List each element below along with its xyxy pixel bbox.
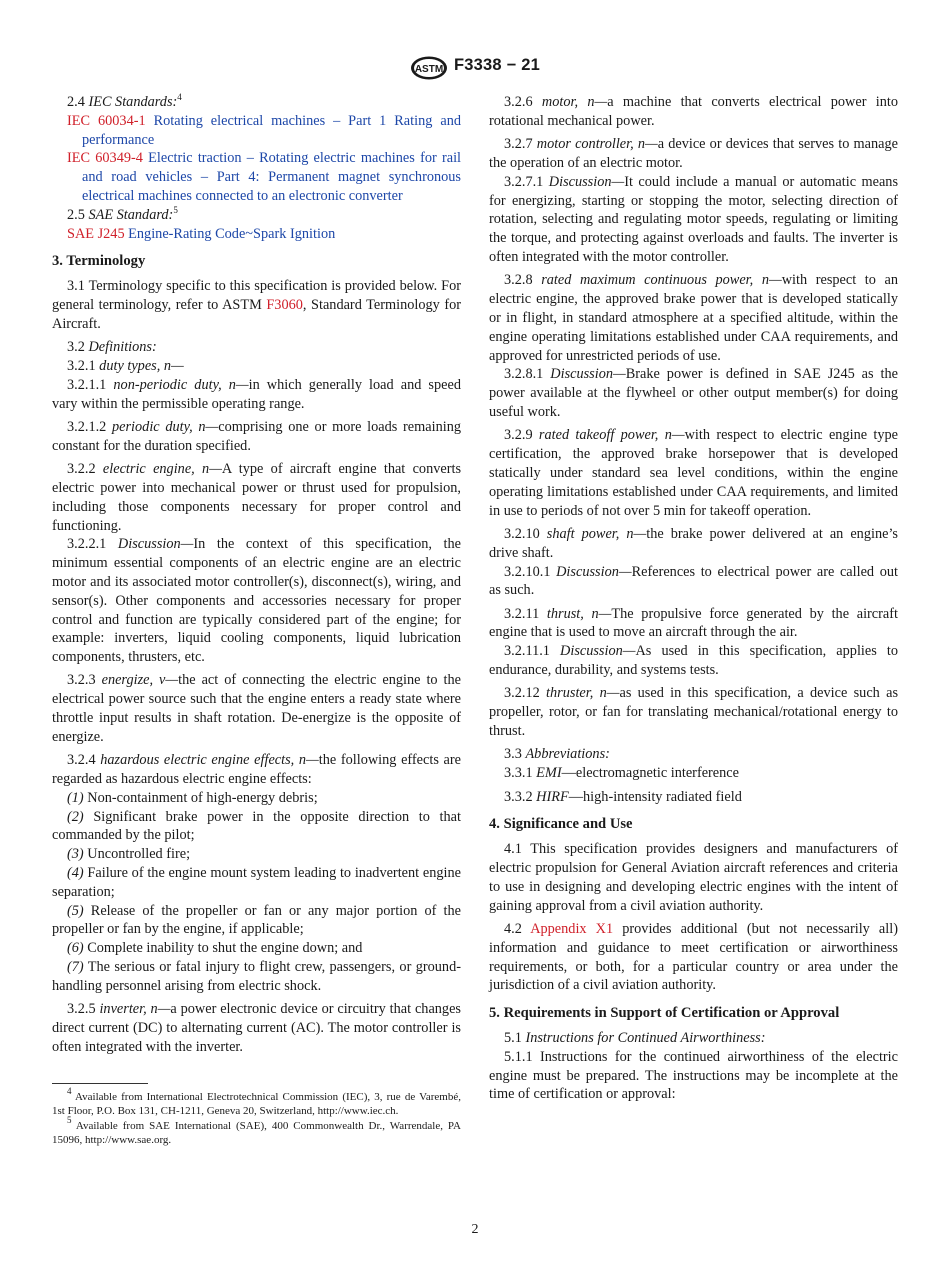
list-item: (2) Significant brake power in the opposite direction to that commanded by the pilot; [52, 808, 462, 844]
paragraph-3-2-1: 3.2.1 duty types, n— [67, 357, 184, 374]
paragraph-4-1: 4.1 This specification provides designers and manufacturers of electric propulsion for General Aviation aircraft references and criteria to use in designing and developing electric engines with the intent of gaining approval from a civil aviation authority. [489, 841, 898, 914]
footnote-divider [52, 1083, 148, 1084]
standard-designation: F3338 − 21 [454, 56, 540, 74]
paragraph-3-2-11: 3.2.11 thrust, n—The propulsive force generated by the aircraft engine that is used to move an aircraft through the air. [489, 605, 898, 641]
paragraph-5-1-1: 5.1.1 Instructions for the continued airworthiness of the electric engine must be prepared. The instructions may be incomplete at the time of certification or approval: [489, 1048, 898, 1103]
section-heading-significance: 4. Significance and Use [489, 816, 633, 833]
reference-code[interactable]: IEC 60034-1 [67, 112, 146, 129]
paragraph-3-2-3: 3.2.3 energize, v—the act of connecting the electric engine to the electrical power source such that the engine enters a ready state where throttle input results in shaft rotation. De-energize is the opposite of energize. [52, 672, 462, 745]
paragraph-3-3-1: 3.3.1 EMI—electromagnetic interference [504, 765, 739, 782]
list-item: (5) Release of the propeller or fan or any major portion of the propeller or fan by the engine, if applicable; [52, 902, 461, 938]
paragraph-3-2-7: 3.2.7 motor controller, n—a device or devices that serves to manage the operation of an electric motor. [489, 136, 898, 171]
left-column [52, 93, 461, 1148]
paragraph-3-2-8-1: 3.2.8.1 Discussion—Brake power is defined in SAE J245 as the power available at the flywheel or other output member(s) for doing useful work. [489, 366, 898, 420]
list-item: (1) Non-containment of high-energy debris; [67, 789, 318, 806]
paragraph-3-2-1-2: 3.2.1.2 periodic duty, n—comprising one or more loads remaining constant for the duration specified. [52, 418, 461, 454]
reference-code[interactable]: SAE J245 [67, 225, 125, 242]
reference-title[interactable]: Rotating electrical machines – Part 1 Rating and performance [82, 112, 461, 148]
paragraph-3-2-1-1: 3.2.1.1 non-periodic duty, n—in which generally load and speed vary within the permissible operating range. [52, 376, 461, 412]
paragraph-5-1: 5.1 Instructions for Continued Airworthiness: [504, 1030, 766, 1046]
list-item: (3) Uncontrolled fire; [67, 846, 191, 863]
paragraph-3-2-10-1: 3.2.10.1 Discussion—References to electrical power are called out as such. [489, 563, 898, 599]
reference-title[interactable]: Electric traction – Rotating electric machines for rail and road vehicles – Part 4: Permanent magnet synchronous electrical machines connected to an electronic converter [82, 150, 462, 204]
paragraph-3-2-6: 3.2.6 motor, n—a machine that converts electrical power into rotational mechanical power. [489, 94, 899, 129]
reference-iec-60349-4[interactable] [52, 149, 461, 205]
paragraph-3-1: 3.1 Terminology specific to this specification is provided below. For general terminology, refer to ASTM F3060, Standard Terminology for Aircraft. [52, 278, 461, 332]
paragraph-3-3: 3.3 Abbreviations: [504, 746, 610, 763]
section-heading-requirements: 5. Requirements in Support of Certification or Approval [489, 1005, 840, 1022]
section-2-4: 2.4 IEC Standards:$^4$ [67, 92, 182, 110]
reference-iec-60034-1[interactable] [52, 112, 461, 150]
right-column [489, 93, 898, 1104]
list-item: (6) Complete inability to shut the engine down; and [67, 940, 363, 957]
footnote-4: $^4$ Available from International Electrotechnical Commission (IEC), 3, rue de Varembé, 1st Floor, P.O. Box 131, CH-1211, Geneva 20, Switzerland, http://www.iec.ch. [52, 1085, 461, 1118]
reference-code[interactable]: IEC 60349-4 [67, 150, 143, 167]
paragraph-4-2: 4.2 Appendix X1 provides additional (but not necessarily all) information and guidance to meet certification or airworthiness requirements, or both, for a particular country or area under the jurisdiction of a civil aviation authority. [489, 921, 898, 994]
link-f3060[interactable]: F3060 [266, 296, 303, 313]
paragraph-3-2-4: 3.2.4 hazardous electric engine effects, n—the following effects are regarded as hazardous electric engine effects: [52, 752, 461, 788]
section-heading-terminology: 3. Terminology [52, 253, 146, 270]
list-item: (7) The serious or fatal injury to flight crew, passengers, or ground-handling personnel arising from electric shock. [52, 959, 461, 994]
paragraph-3-2-8: 3.2.8 rated maximum continuous power, n—with respect to an electric engine, the approved brake power that is developed statically or in flight, in standard atmosphere at a specified altitude, within the engine operating limitations established under CAA requirements, and approved for unrestricted periods of use. [489, 272, 899, 364]
reference-title[interactable]: Engine-Rating Code~Spark Ignition [128, 225, 336, 242]
list-item: (4) Failure of the engine mount system leading to inadvertent engine separation; [52, 865, 461, 900]
paragraph-3-2-9: 3.2.9 rated takeoff power, n—with respect to electric engine type certification, the approved brake horsepower that is developed statically under standard sea level conditions, within the engine operating limitations established under CAA requirements, and limited in use to periods of not over 5 min for takeoff operation. [489, 427, 898, 519]
paragraph-3-2-2: 3.2.2 electric engine, n—A type of aircraft engine that converts electric power into mechanical power or thrust used for propulsion, including those components necessary for proper control and functioning. [52, 461, 462, 534]
paragraph-3-2: 3.2 Definitions: [67, 339, 157, 356]
footnote-5: $^5$ Available from SAE International (SAE), 400 Commonwealth Dr., Warrendale, PA 15096, http://www.sae.org. [52, 1114, 461, 1147]
section-2-5: 2.5 SAE Standard:$^5$ [67, 204, 178, 223]
link-appendix-x1[interactable]: Appendix X1 [530, 921, 614, 938]
page-number: 2 [471, 1222, 479, 1237]
paragraph-3-2-2-1: 3.2.2.1 Discussion—In the context of this specification, the minimum essential components of an electric engine are an electric motor and its associated motor controller(s), disconnect(s), wiring, and sensor(s). Other components and accessories necessary for proper control and function are typically considered part of the engine; for example: inverters, liquid cooling components, liquid lubrication components, thrusters, etc. [52, 536, 461, 666]
paragraph-3-2-5: 3.2.5 inverter, n—a power electronic device or circuitry that changes direct current (DC) to alternating current (AC). The motor controller is often integrated with the inverter. [52, 1001, 461, 1055]
reference-sae-j245[interactable] [52, 225, 461, 244]
page-header [0, 55, 950, 85]
paragraph-3-2-11-1: 3.2.11.1 Discussion—As used in this specification, applies to endurance, durability, and systems tests. [489, 643, 898, 679]
astm-logo-icon [409, 55, 449, 81]
paragraph-3-3-2: 3.3.2 HIRF—high-intensity radiated field [504, 788, 742, 805]
paragraph-3-2-12: 3.2.12 thruster, n—as used in this specification, a device such as propeller, rotor, or fan for translating mechanical/rotational energy to thrust. [489, 685, 899, 740]
svg-text:ASTM: ASTM [414, 64, 444, 75]
paragraph-3-2-10: 3.2.10 shaft power, n—the brake power delivered at an engine’s drive shaft. [489, 525, 898, 561]
paragraph-3-2-7-1: 3.2.7.1 Discussion—It could include a manual or automatic means for energizing, starting or stopping the motor, selecting direction of rotation, selecting and regulating motor speeds, regulating or limiting the torque, and protecting against overloads and faults. The inverter is often integrated with the motor controller. [489, 173, 899, 265]
